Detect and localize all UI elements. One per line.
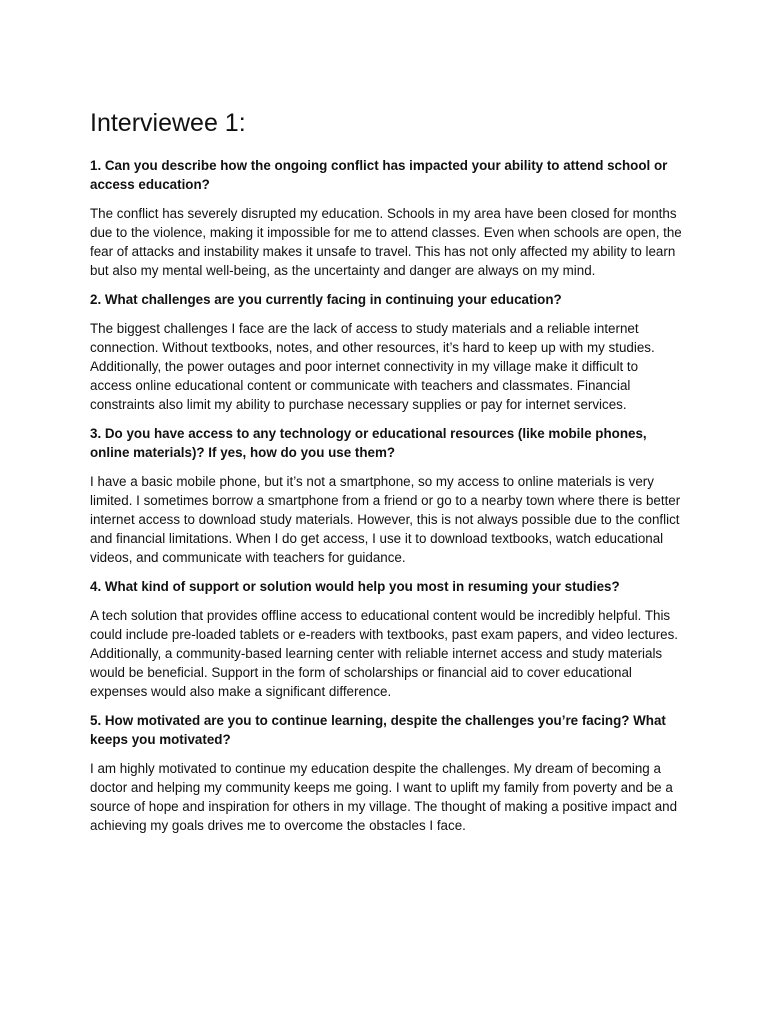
qa-item-3 <box>90 424 682 567</box>
answer-3: I have a basic mobile phone, but it’s not a smartphone, so my access to online materials is very limited. I sometimes borrow a smartphone from a friend or go to a nearby town where there is better internet access to download study materials. However, this is not always possible due to the conflict and financial limitations. When I do get access, I use it to download textbooks, watch educational videos, and communicate with teachers for guidance. <box>90 474 681 565</box>
document-page <box>90 106 682 845</box>
document-title: Interviewee 1: <box>90 109 246 137</box>
question-1: 1. Can you describe how the ongoing conflict has impacted your ability to attend school or access education? <box>90 158 668 192</box>
question-5: 5. How motivated are you to continue learning, despite the challenges you’re facing? What keeps you motivated? <box>90 713 666 747</box>
qa-item-5 <box>90 711 682 835</box>
answer-1: The conflict has severely disrupted my education. Schools in my area have been closed for months due to the violence, making it impossible for me to attend classes. Even when schools are open, the fear of attacks and instability makes it unsafe to travel. This has not only affected my ability to learn but also my mental well-being, as the uncertainty and danger are always on my mind. <box>90 206 682 278</box>
qa-item-2 <box>90 290 682 414</box>
answer-4: A tech solution that provides offline access to educational content would be incredibly helpful. This could include pre-loaded tablets or e-readers with textbooks, past exam papers, and video lectures. Additionally, a community-based learning center with reliable internet access and study materials would be beneficial. Support in the form of scholarships or financial aid to cover educational expenses would also make a significant difference. <box>90 608 679 699</box>
question-2: 2. What challenges are you currently facing in continuing your education? <box>90 292 562 307</box>
question-3: 3. Do you have access to any technology or educational resources (like mobile phones, online materials)? If yes, how do you use them? <box>90 426 647 460</box>
answer-5: I am highly motivated to continue my education despite the challenges. My dream of becoming a doctor and helping my community keeps me going. I want to uplift my family from poverty and be a source of hope and inspiration for others in my village. The thought of making a positive impact and achieving my goals drives me to overcome the obstacles I face. <box>90 761 678 833</box>
answer-2: The biggest challenges I face are the lack of access to study materials and a reliable internet connection. Without textbooks, notes, and other resources, it’s hard to keep up with my studies. Additionally, the power outages and poor internet connectivity in my village make it difficult to access online educational content or communicate with teachers and classmates. Financial constraints also limit my ability to purchase necessary supplies or pay for internet services. <box>90 321 655 412</box>
qa-item-4 <box>90 577 682 701</box>
qa-item-1 <box>90 156 682 280</box>
question-4: 4. What kind of support or solution would help you most in resuming your studies? <box>90 579 620 594</box>
